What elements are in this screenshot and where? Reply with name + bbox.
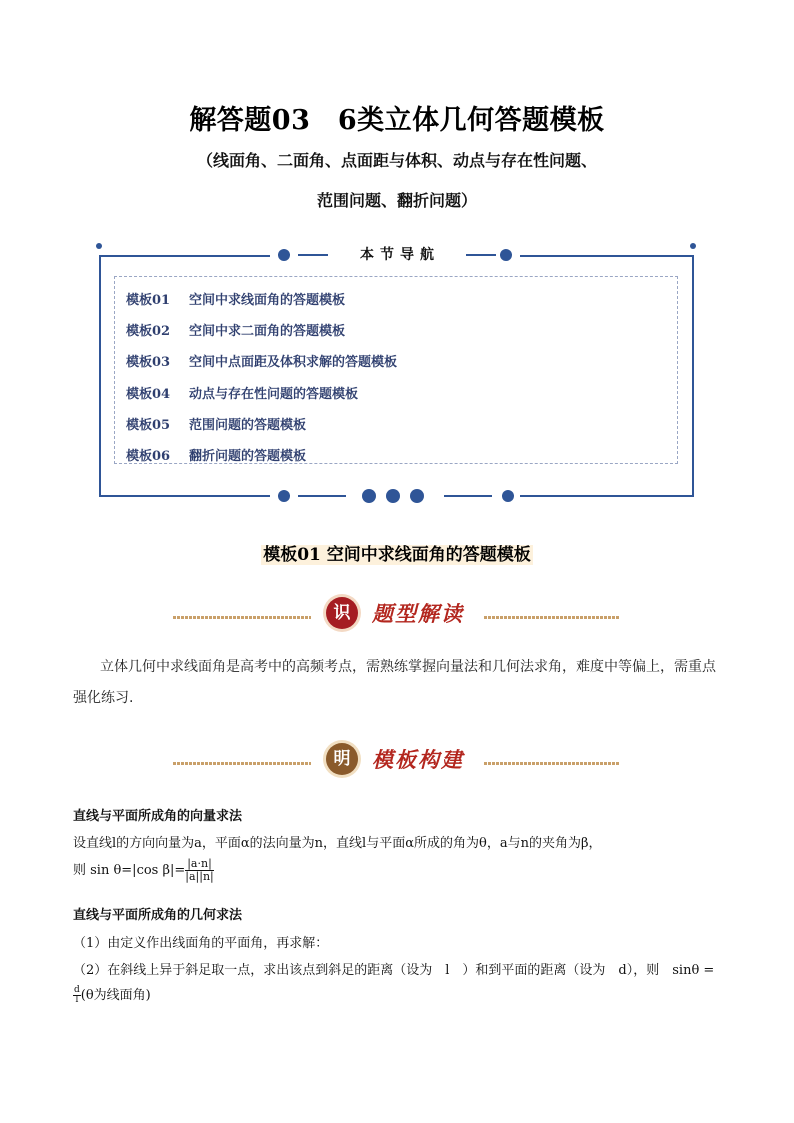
nav-dash: [444, 495, 492, 497]
nav-item-label: 翻折问题的答题模板: [189, 449, 307, 464]
nav-item-label: 空间中求线面角的答题模板: [189, 293, 346, 308]
nav-item-number: 模板01: [126, 293, 171, 308]
nav-corner-dot: [690, 243, 696, 249]
formula-fraction: [185, 858, 213, 883]
nav-item-label: 空间中点面距及体积求解的答题模板: [189, 355, 398, 370]
nav-corner-dot: [96, 243, 102, 249]
nav-dot: [278, 249, 290, 261]
vector-method-text: 设直线l的方向向量为a，平面α的法向量为n，直线l与平面α所成的角为θ，a与n的夹角为β，: [73, 836, 602, 851]
nav-dash: [298, 254, 328, 256]
section-title: 模板01 空间中求线面角的答题模板: [263, 545, 531, 565]
nav-heading: 本节导航: [340, 244, 460, 264]
building-label: 模板构建: [372, 747, 464, 772]
formula-denominator: |a||n|: [185, 870, 214, 883]
step2-denominator: l: [75, 995, 79, 1005]
reading-paragraph-line2: 强化练习.: [73, 690, 134, 706]
reading-label: 题型解读: [372, 601, 464, 626]
nav-item-label: 范围问题的答题模板: [189, 418, 307, 433]
nav-dot: [410, 489, 424, 503]
page-subtitle-line1: （线面角、二面角、点面距与体积、动点与存在性问题、: [196, 151, 597, 170]
nav-dot: [278, 490, 290, 502]
vector-method-heading: 直线与平面所成角的向量求法: [73, 809, 243, 824]
step2-numerator: d: [74, 985, 80, 995]
nav-item-number: 模板02: [126, 324, 171, 339]
geometric-step-2: （2）在斜线上异于斜足取一点，求出该点到斜足的距离（设为 l ）和到平面的距离（设为 d），则 sinθ =: [73, 963, 715, 978]
nav-item-label: 空间中求二面角的答题模板: [189, 324, 346, 339]
reading-paragraph-line1: 立体几何中求线面角是高考中的高频考点，需熟练掌握向量法和几何法求角，难度中等偏上，需重点: [100, 659, 716, 675]
nav-item[interactable]: [126, 445, 306, 464]
banner-line-right: [484, 762, 620, 765]
reading-badge: 识: [326, 597, 358, 629]
nav-dot: [500, 249, 512, 261]
nav-item-number: 模板06: [126, 449, 171, 464]
nav-item-number: 模板04: [126, 387, 171, 402]
step2-fraction: [73, 986, 81, 1005]
step2-tail: (θ为线面角): [80, 988, 151, 1003]
banner-line-left: [173, 616, 311, 619]
banner-line-left: [173, 762, 311, 765]
nav-dash: [298, 495, 346, 497]
nav-item-number: 模板03: [126, 355, 171, 370]
banner-line-right: [484, 616, 620, 619]
nav-item[interactable]: [126, 320, 345, 339]
vector-formula: [73, 858, 214, 883]
page-title: 解答题03 6类立体几何答题模板: [189, 105, 605, 136]
page-subtitle-line2: 范围问题、翻折问题）: [316, 191, 477, 210]
nav-dot: [386, 489, 400, 503]
nav-dash: [466, 254, 496, 256]
geometric-method-heading: 直线与平面所成角的几何求法: [73, 908, 243, 923]
nav-item-label: 动点与存在性问题的答题模板: [189, 387, 359, 402]
formula-prefix: 则 sin θ=|cos β|=: [73, 863, 186, 878]
nav-item[interactable]: [126, 414, 306, 433]
nav-item[interactable]: [126, 383, 358, 402]
building-badge: 明: [326, 743, 358, 775]
formula-numerator: |a·n|: [187, 857, 212, 870]
nav-item[interactable]: [126, 289, 345, 308]
geometric-step-1: （1）由定义作出线面角的平面角，再求解：: [73, 936, 329, 951]
nav-item-number: 模板05: [126, 418, 171, 433]
nav-dot: [362, 489, 376, 503]
nav-item[interactable]: [126, 351, 397, 370]
geometric-step-2-cont: [73, 984, 151, 1005]
nav-dot: [502, 490, 514, 502]
